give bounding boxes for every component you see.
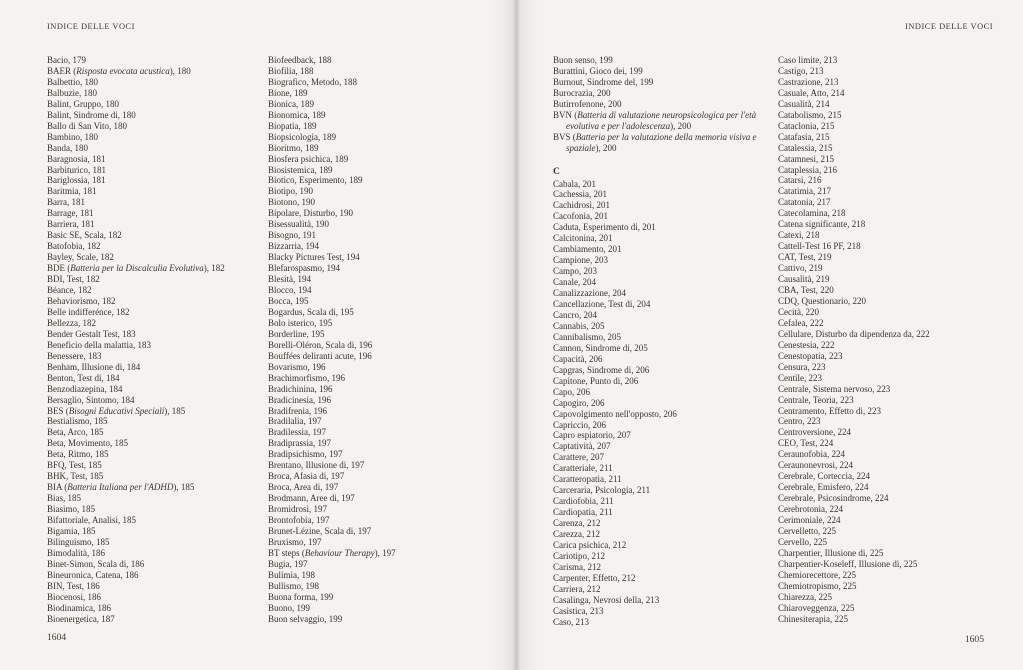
index-entry: BIA (Batteria Italiana per l'ADHD), 185 bbox=[47, 482, 195, 493]
index-entry: CDQ, Questionario, 220 bbox=[778, 295, 866, 306]
index-entry: Basic SE, Scala, 182 bbox=[47, 230, 122, 241]
index-entry: Bionomica, 189 bbox=[268, 109, 326, 120]
index-entry: Brodmann, Aree di, 197 bbox=[268, 493, 355, 504]
index-entry: Cancro, 204 bbox=[553, 309, 597, 320]
index-entry: Cancellazione, Test di, 204 bbox=[553, 299, 651, 310]
index-entry: Biopsicologia, 189 bbox=[268, 131, 336, 142]
index-entry: Capriccio, 206 bbox=[553, 419, 606, 430]
index-entry: Capogiro, 206 bbox=[553, 397, 605, 408]
index-entry: Beneficio della malattia, 183 bbox=[47, 339, 151, 350]
index-entry: BFQ, Test, 185 bbox=[47, 460, 102, 471]
index-entry: Bariglossia, 181 bbox=[47, 175, 106, 186]
index-entry: Captatività, 207 bbox=[553, 441, 611, 452]
index-entry: Casalinga, Nevrosi della, 213 bbox=[553, 594, 660, 605]
index-entry: Caratteropatia, 211 bbox=[553, 474, 622, 485]
index-entry: Biosfera psichica, 189 bbox=[268, 153, 349, 164]
index-entry: Cerebrale, Emisfero, 224 bbox=[778, 482, 869, 493]
index-entry: Broca, Area di, 197 bbox=[268, 482, 339, 493]
index-entry: Chemiorecettore, 225 bbox=[778, 569, 856, 580]
index-entry: Bione, 189 bbox=[268, 87, 308, 98]
index-entry: Bulimia, 198 bbox=[268, 569, 315, 580]
index-entry: Biopatia, 189 bbox=[268, 120, 317, 131]
index-entry: Charpentier-Koseleff, Illusione di, 225 bbox=[778, 558, 918, 569]
index-entry: Campione, 203 bbox=[553, 255, 608, 266]
index-entry: BES (Bisogni Educativi Speciali), 185 bbox=[47, 405, 186, 416]
index-entry: Brontofobia, 197 bbox=[268, 515, 330, 526]
index-entry: Balint, Gruppo, 180 bbox=[47, 98, 119, 109]
index-entry: Béance, 182 bbox=[47, 285, 92, 296]
index-entry: Bradiprassia, 197 bbox=[268, 438, 331, 449]
index-entry: Banda, 180 bbox=[47, 142, 88, 153]
index-entry: Bouffées deliranti acute, 196 bbox=[268, 350, 372, 361]
index-entry: BDE (Batteria per la Discalculia Evolutiva), 182 bbox=[47, 263, 225, 274]
index-entry: Bovarismo, 196 bbox=[268, 361, 326, 372]
index-entry: Cacofonia, 201 bbox=[553, 211, 608, 222]
index-entry: Broca, Afasia di, 197 bbox=[268, 471, 345, 482]
index-entry: Bogardus, Scala di, 195 bbox=[268, 306, 354, 317]
index-entry: Cardiofobia, 211 bbox=[553, 496, 614, 507]
index-entry: Cardiopatia, 211 bbox=[553, 507, 613, 518]
index-entry: Caduta, Esperimento di, 201 bbox=[553, 222, 656, 233]
index-entry: Carattere, 207 bbox=[553, 452, 604, 463]
index-entry: Bacio, 179 bbox=[47, 55, 86, 65]
index-entry: Cellulare, Disturbo da dipendenza da, 222 bbox=[778, 328, 930, 339]
index-entry: Cattivo, 219 bbox=[778, 263, 823, 274]
index-entry: Bimodalità, 186 bbox=[47, 547, 105, 558]
index-entry: Blocco, 194 bbox=[268, 285, 312, 296]
index-entry: BAER (Risposta evocata acustica), 180 bbox=[47, 65, 191, 76]
index-entry: Catarsi, 216 bbox=[778, 175, 822, 186]
index-entry: Chinesiterapia, 225 bbox=[778, 613, 848, 624]
index-entry: Castrazione, 213 bbox=[778, 76, 839, 87]
index-entry: Catafasia, 215 bbox=[778, 131, 830, 142]
index-entry: Bersaglio, Sintomo, 184 bbox=[47, 394, 135, 405]
index-entry: Centile, 223 bbox=[778, 372, 822, 383]
index-entry: Bioenergetica, 187 bbox=[47, 613, 115, 624]
index-entry: Balint, Sindrome di, 180 bbox=[47, 109, 136, 120]
index-entry: Cattell-Test 16 PF, 218 bbox=[778, 241, 861, 252]
index-entry: Behaviorismo, 182 bbox=[47, 295, 116, 306]
index-entry: Benzodiazepina, 184 bbox=[47, 383, 123, 394]
index-entry: Cerebrale, Psicosindrome, 224 bbox=[778, 493, 889, 504]
page-number-right: 1605 bbox=[964, 634, 984, 645]
index-entry: Catamnesi, 215 bbox=[778, 153, 834, 164]
index-entry: Cachessia, 201 bbox=[553, 189, 607, 200]
index-entry: Cecità, 220 bbox=[778, 306, 819, 317]
index-entry: Bionica, 189 bbox=[268, 98, 314, 109]
index-entry: Canalizzazione, 204 bbox=[553, 288, 626, 299]
index-entry: Casualità, 214 bbox=[778, 98, 830, 109]
index-entry: Cervello, 225 bbox=[778, 536, 827, 547]
index-entry: Censura, 223 bbox=[778, 361, 826, 372]
index-entry: Cataclonia, 215 bbox=[778, 120, 835, 131]
index-entry: BVS (Batteria per la valutazione della memoria visiva e spaziale), 200 bbox=[553, 131, 757, 153]
index-entry: Carceraria, Psicologia, 211 bbox=[553, 485, 651, 496]
index-entry: Canale, 204 bbox=[553, 277, 596, 288]
index-entry: Brachimorfismo, 196 bbox=[268, 372, 345, 383]
index-entry: Biografico, Metodo, 188 bbox=[268, 76, 357, 87]
index-entry: Ballo di San Vito, 180 bbox=[47, 120, 128, 131]
index-entry: Barrage, 181 bbox=[47, 208, 94, 219]
running-header-right: INDICE DELLE VOCI bbox=[905, 22, 993, 31]
index-entry: Calcitonina, 201 bbox=[553, 233, 613, 244]
index-entry: Carriera, 212 bbox=[553, 583, 601, 594]
index-entry: Castigo, 213 bbox=[778, 65, 824, 76]
index-entry: Cannibalismo, 205 bbox=[553, 331, 621, 342]
index-entry: Biotono, 190 bbox=[268, 197, 316, 208]
index-entry: Carisma, 212 bbox=[553, 561, 601, 572]
index-entry: Barra, 181 bbox=[47, 197, 85, 208]
index-entry: Cataplessia, 216 bbox=[778, 164, 837, 175]
index-entry: Batofobia, 182 bbox=[47, 241, 101, 252]
index-entry: Biotico, Esperimento, 189 bbox=[268, 175, 363, 186]
index-entry: Biocenosi, 186 bbox=[47, 591, 101, 602]
index-entry: Bigamia, 185 bbox=[47, 525, 96, 536]
index-entry: BT steps (Behaviour Therapy), 197 bbox=[268, 547, 396, 558]
index-entry: Buono, 199 bbox=[268, 602, 311, 613]
index-entry: Capovolgimento nell'opposto, 206 bbox=[553, 408, 677, 419]
index-entry: Biofeedback, 188 bbox=[268, 55, 332, 65]
index-entry: Cefalea, 222 bbox=[778, 317, 824, 328]
index-entry: Baragnosia, 181 bbox=[47, 153, 106, 164]
index-entry: Capro espiatorio, 207 bbox=[553, 430, 631, 441]
index-entry: Beta, Ritmo, 185 bbox=[47, 449, 109, 460]
index-entry: Cambiamento, 201 bbox=[553, 244, 622, 255]
index-entry: Bias, 185 bbox=[47, 493, 82, 504]
index-entry: Caso limite, 213 bbox=[778, 55, 838, 65]
index-entry: Bineuronica, Catena, 186 bbox=[47, 569, 139, 580]
index-entry: Cannabis, 205 bbox=[553, 320, 605, 331]
index-entry: Catecolamina, 218 bbox=[778, 208, 846, 219]
index-entry: Baritmia, 181 bbox=[47, 186, 97, 197]
index-entry: Bizzarria, 194 bbox=[268, 241, 319, 252]
index-entry: Catatimia, 217 bbox=[778, 186, 831, 197]
index-entry: Barbiturico, 181 bbox=[47, 164, 106, 175]
index-entry: Blesità, 194 bbox=[268, 274, 311, 285]
index-entry: Centro, 223 bbox=[778, 416, 821, 427]
index-entry: Balbuzie, 180 bbox=[47, 87, 97, 98]
index-entry: Borelli-Oléron, Scala di, 196 bbox=[268, 339, 373, 350]
index-entry: Chiarezza, 225 bbox=[778, 591, 832, 602]
index-entry: Causalità, 219 bbox=[778, 274, 830, 285]
index-entry: Cenestesia, 222 bbox=[778, 339, 835, 350]
index-entry: Cerebrale, Corteccia, 224 bbox=[778, 471, 870, 482]
index-entry: Cariotipo, 212 bbox=[553, 550, 605, 561]
index-entry: Beta, Movimento, 185 bbox=[47, 438, 128, 449]
index-entry: Bradilalia, 197 bbox=[268, 416, 322, 427]
index-entry: Blefarospasmo, 194 bbox=[268, 263, 340, 274]
index-entry: Borderline, 195 bbox=[268, 328, 325, 339]
index-entry: Caratteriale, 211 bbox=[553, 463, 613, 474]
running-header-left: INDICE DELLE VOCI bbox=[47, 22, 135, 31]
index-entry: Cervelletto, 225 bbox=[778, 525, 836, 536]
index-entry: Bifattoriale, Analisi, 185 bbox=[47, 515, 136, 526]
index-entry: Bullismo, 198 bbox=[268, 580, 320, 591]
index-column-3 bbox=[553, 55, 768, 628]
index-entry: Cannon, Sindrome di, 205 bbox=[553, 342, 648, 353]
index-entry: Bradicinesia, 196 bbox=[268, 394, 331, 405]
index-entry: Bipolare, Disturbo, 190 bbox=[268, 208, 353, 219]
index-entry: Bromidrosi, 197 bbox=[268, 504, 328, 515]
index-entry: Catexi, 218 bbox=[778, 230, 820, 241]
index-entry: Campo, 203 bbox=[553, 266, 597, 277]
index-entry: Catatonia, 217 bbox=[778, 197, 831, 208]
index-entry: Centramento, Effetto di, 223 bbox=[778, 405, 882, 416]
index-entry: Bayley, Scale, 182 bbox=[47, 252, 114, 263]
index-column-4 bbox=[778, 55, 995, 625]
index-entry: Buona forma, 199 bbox=[268, 591, 334, 602]
index-entry: Butirrofenone, 200 bbox=[553, 98, 622, 109]
index-entry: Catalessia, 215 bbox=[778, 142, 833, 153]
index-entry: Belle indifferénce, 182 bbox=[47, 306, 130, 317]
index-entry: Catena significante, 218 bbox=[778, 219, 866, 230]
index-entry: Ceraunofobia, 224 bbox=[778, 449, 845, 460]
index-entry: Chemiotropismo, 225 bbox=[778, 580, 857, 591]
index-entry: Bisogno, 191 bbox=[268, 230, 317, 241]
index-entry: Charpentier, Illusione di, 225 bbox=[778, 547, 884, 558]
index-entry: Bugia, 197 bbox=[268, 558, 308, 569]
index-entry: BVN (Batteria di valutazione neuropsicologica per l'età evolutiva e per l'adolescenza), 200 bbox=[553, 109, 757, 131]
index-entry: Barriera, 181 bbox=[47, 219, 95, 230]
index-entry: Capo, 206 bbox=[553, 386, 590, 397]
index-entry: Biotipo, 190 bbox=[268, 186, 314, 197]
index-entry: Burattini, Gioco dei, 199 bbox=[553, 65, 643, 76]
index-entry: Bender Gestalt Test, 183 bbox=[47, 328, 136, 339]
index-entry: Binet-Simon, Scala di, 186 bbox=[47, 558, 145, 569]
index-entry: Bradipsichismo, 197 bbox=[268, 449, 343, 460]
index-entry: Bellezza, 182 bbox=[47, 317, 96, 328]
index-entry: Chiaroveggenza, 225 bbox=[778, 602, 855, 613]
index-entry: Cenestopatia, 223 bbox=[778, 350, 843, 361]
index-entry: Caso, 213 bbox=[553, 616, 589, 627]
index-entry: Bradifrenia, 196 bbox=[268, 405, 327, 416]
index-entry: BIN, Test, 186 bbox=[47, 580, 100, 591]
index-entry: Brunet-Lézine, Scala di, 197 bbox=[268, 525, 372, 536]
index-entry: Burnout, Sindrome del, 199 bbox=[553, 76, 654, 87]
index-entry: Carenza, 212 bbox=[553, 518, 601, 529]
index-entry: Bocca, 195 bbox=[268, 295, 309, 306]
index-entry: Ceraunonevrosi, 224 bbox=[778, 460, 853, 471]
index-entry: Centrale, Teoria, 223 bbox=[778, 394, 854, 405]
index-entry: Catabolismo, 215 bbox=[778, 109, 842, 120]
index-entry: CEO, Test, 224 bbox=[778, 438, 834, 449]
index-entry: Brentano, Illusione di, 197 bbox=[268, 460, 365, 471]
index-entry: Bilinguismo, 185 bbox=[47, 536, 110, 547]
index-entry: Biodinamica, 186 bbox=[47, 602, 111, 613]
index-entry: Benton, Test di, 184 bbox=[47, 372, 120, 383]
index-entry: Bioritmo, 189 bbox=[268, 142, 319, 153]
index-entry: Biasimo, 185 bbox=[47, 504, 96, 515]
index-entry: BHK, Test, 185 bbox=[47, 471, 104, 482]
page-number-left: 1604 bbox=[47, 632, 67, 643]
index-entry: Capgras, Sindrome di, 206 bbox=[553, 364, 650, 375]
index-entry: Biofilia, 188 bbox=[268, 65, 314, 76]
index-entry: Carezza, 212 bbox=[553, 529, 600, 540]
index-entry: Cerebrotonia, 224 bbox=[778, 504, 843, 515]
index-entry: Capitone, Punto di, 206 bbox=[553, 375, 639, 386]
index-entry: Balbettio, 180 bbox=[47, 76, 98, 87]
index-entry: Cachidrosi, 201 bbox=[553, 200, 610, 211]
index-entry: Bisessualità, 190 bbox=[268, 219, 329, 230]
index-entry: Benessere, 183 bbox=[47, 350, 102, 361]
index-entry: Cerimoniale, 224 bbox=[778, 515, 841, 526]
index-entry: Blacky Pictures Test, 194 bbox=[268, 252, 360, 263]
index-entry: Carpenter, Effetto, 212 bbox=[553, 572, 636, 583]
index-entry: Centroversione, 224 bbox=[778, 427, 851, 438]
index-entry: Bruxismo, 197 bbox=[268, 536, 322, 547]
index-entry: Bolo isterico, 195 bbox=[268, 317, 333, 328]
index-entry: Buon selvaggio, 199 bbox=[268, 613, 343, 624]
index-entry: CAT, Test, 219 bbox=[778, 252, 832, 263]
index-entry: Buon senso, 199 bbox=[553, 55, 613, 65]
index-entry: Bambino, 180 bbox=[47, 131, 98, 142]
index-entry: Beta, Arco, 185 bbox=[47, 427, 104, 438]
index-entry: Bradichinina, 196 bbox=[268, 383, 333, 394]
index-entry: Bestialismo, 185 bbox=[47, 416, 108, 427]
index-entry: Benham, Illusione di, 184 bbox=[47, 361, 141, 372]
index-entry: Casistica, 213 bbox=[553, 605, 604, 616]
index-entry: Casuale, Atto, 214 bbox=[778, 87, 845, 98]
index-entry: BDI, Test, 182 bbox=[47, 274, 100, 285]
index-entry: Burocrazia, 200 bbox=[553, 87, 611, 98]
index-entry: Biosistemica, 189 bbox=[268, 164, 333, 175]
index-entry: Capacità, 206 bbox=[553, 353, 603, 364]
section-heading: C bbox=[553, 165, 560, 177]
index-entry: Bradilessia, 197 bbox=[268, 427, 326, 438]
index-entry: Carica psichica, 212 bbox=[553, 539, 627, 550]
index-entry: CBA, Test, 220 bbox=[778, 285, 834, 296]
index-entry: Cabala, 201 bbox=[553, 178, 596, 189]
index-entry: Centrale, Sistema nervoso, 223 bbox=[778, 383, 891, 394]
